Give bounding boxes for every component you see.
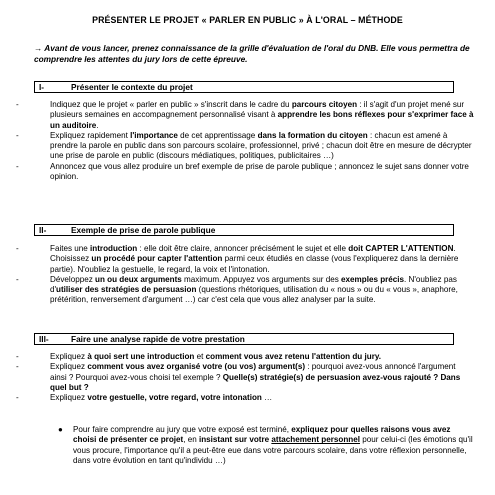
section-heading-1 — [34, 81, 454, 93]
list-item: - Expliquez rapidement l'importance de cet apprentissage dans la formation du citoyen : chacun est amené à prendre la parole en public dans son parcours scolaire, professionnel, privé ; chacun doit être en mesure de décrypter une prise de parole en public (discours médiatiques, politiques, publicitaires …) — [16, 130, 472, 161]
list-item: - Indiquez que le projet « parler en public » s'inscrit dans le cadre du parcours citoyen : il s'agit d'un projet mené sur plusieurs semaines en accompagnement personnalisé visant à apprendre les bons réflexes pour s'exprimer face à un auditoire. — [16, 100, 474, 130]
list-item: - Développez un ou deux arguments maximum. Appuyez vos arguments sur des exemples précis. N'oubliez pas d'utiliser des stratégies de persuasion (questions rhétoriques, utilisation du « nous » ou du « vous », anaphore, prétérition, renversement d'argument …) car c'est cela que vous allez analyser par la suite. — [16, 274, 458, 305]
section-label: Exemple de prise de parole publique — [71, 225, 216, 235]
section-3-list — [16, 352, 474, 403]
bullet-item: ● Pour faire comprendre au jury que votre exposé est terminé, expliquez pour quelles raisons vous avez choisi de présenter ce projet, en insistant sur votre attachement personnel pour celui-ci (les émotions qu'il vous procure, l'importance qu'il a peut-être eue dans votre parcours scolaire, dans votre réflexion personnelle, dans votre évolution en tant qu'individu …) — [58, 425, 473, 465]
list-item: - Faites une introduction : elle doit être claire, annoncer précisément le sujet et elle doit CAPTER L'ATTENTION. Choisissez un procédé pour capter l'attention parmi ceux étudiés en classe (vous l'expliquerez dans la dernière partie). N'oubliez la gestuelle, le regard, la voix et l'intonation. — [16, 244, 459, 274]
section-3-bullet-list — [52, 425, 474, 466]
list-item: - Annoncez que vous allez produire un bref exemple de prise de parole publique ; annoncez le sujet sans donner votre opinion. — [16, 161, 469, 182]
section-label: Faire une analyse rapide de votre prestation — [71, 334, 245, 344]
section-number: III- — [39, 334, 49, 344]
intro-paragraph: → Avant de vous lancer, prenez connaissance de la grille d'évaluation de l'oral du DNB. Elle vous permettra de comprendre les attentes du jury lors de cette épreuve. — [34, 43, 470, 64]
section-number: II- — [39, 225, 47, 235]
section-label: Présenter le contexte du projet — [71, 82, 193, 92]
list-item: - Expliquez comment vous avez organisé votre (ou vos) argument(s) : pourquoi avez-vous annoncé l'argument ainsi ? Pourquoi avez-vous choisi tel exemple ? Quelle(s) stratégie(s) de persuasion avez-vous rajouté ? Dans quel but ? — [16, 362, 461, 392]
section-number: I- — [39, 82, 45, 92]
list-item: - Expliquez à quoi sert une introduction et comment vous avez retenu l'attention du jury. — [16, 352, 381, 361]
section-1-list — [16, 100, 474, 182]
section-heading-2 — [34, 224, 454, 236]
bullet-icon: ● — [58, 425, 63, 434]
page-title: PRÉSENTER LE PROJET « PARLER EN PUBLIC » À L'ORAL – MÉTHODE — [92, 15, 403, 25]
section-2-list — [16, 244, 474, 306]
section-heading-3 — [34, 333, 454, 345]
list-item: - Expliquez votre gestuelle, votre regard, votre intonation … — [16, 393, 273, 403]
